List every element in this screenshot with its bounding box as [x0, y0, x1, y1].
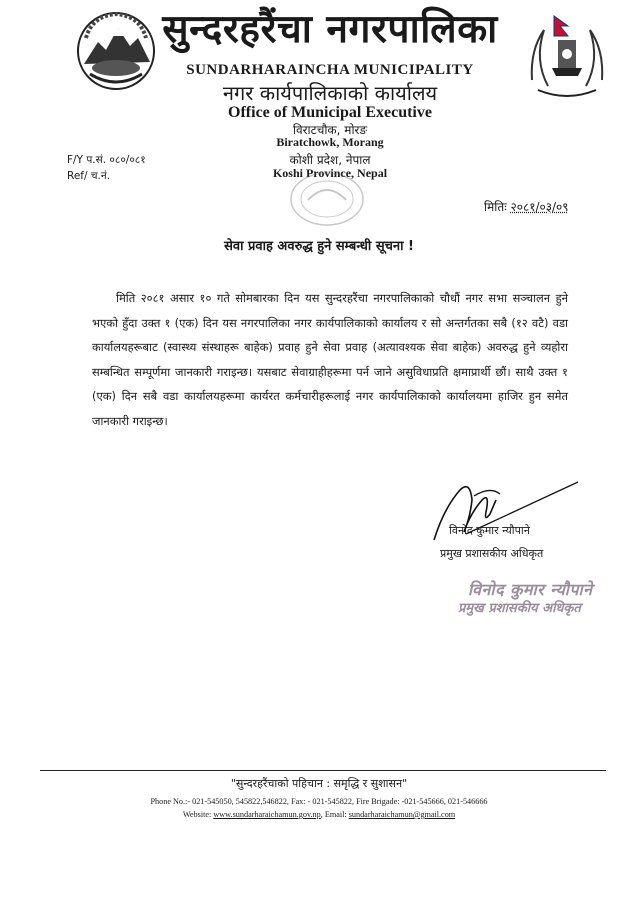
address-english: Biratchowk, Morang	[276, 135, 384, 149]
office-name-nepali: नगर कार्यपालिकाको कार्यालय	[222, 81, 438, 105]
footer-contact: Phone No.:- 021-545050, 545822,546822, Fax: - 021-545822, Fire Brigade: -021-545666, 021-546666	[150, 797, 488, 806]
signatory-title: प्रमुख प्रशासकीय अधिकृत	[440, 547, 544, 560]
office-name-english: Office of Municipal Executive	[228, 104, 432, 121]
address-nepali: विराटचौक, मोरङ	[292, 123, 368, 137]
website-label: Website:	[182, 810, 212, 819]
email-label: , Email:	[320, 810, 347, 819]
notice-body-paragraph: मिति २०८१ असार १० गते सोमबारका दिन यस सुन्दरहरैंचा नगरपालिकाको चौधौं नगर सभा सञ्चालन हुने भएको हुँदा उक्त १ (एक) दिन यस नगरपालिका नगर कार्यपालिकाको कार्यालय र सो अन्तर्गतका सबै (१२ वटै) वडा कार्यालयहरूबाट (स्वास्थ्य संस्थाहरू बाहेक) प्रवाह हुने सेवा प्रवाह (अत्यावश्यक सेवा बाहेक) अवरुद्ध हुने व्यहोरा सम्बन्धित सम्पूर्णमा जानकारी गराइन्छ। यसबाट सेवाग्राहीहरूमा पर्न जाने असुविधाप्रति क्षमाप्रार्थी छौं। साथै उक्त १ (एक) दिन सबै वडा कार्यालयहरूमा कार्यरत कर्मचारीहरूलाई नगर कार्यपालिकाको कार्यालयमा हाजिर हुन समेत जानकारी गराइन्छ।	[92, 291, 568, 428]
website-link[interactable]: www.sundarharaichamun.gov.np	[213, 810, 321, 819]
date-label: मितिः	[484, 200, 507, 214]
municipality-name-nepali: सुन्दरहरैंचा नगरपालिका	[162, 7, 498, 52]
municipality-logo-icon	[524, 10, 610, 102]
footer-divider	[40, 770, 606, 771]
seal-stamp-title: प्रमुख प्रशासकीय अधिकृत	[458, 601, 581, 616]
notice-subject: सेवा प्रवाह अवरुद्ध हुने सम्बन्धी सूचना !	[224, 239, 414, 254]
seal-stamp-name: विनोद कुमार न्यौपाने	[468, 580, 593, 599]
email-link[interactable]: sundarharaichamun@gmail.com	[348, 810, 456, 819]
footer-web	[0, 810, 638, 819]
office-stamp-icon	[288, 170, 366, 228]
notice-body	[92, 286, 568, 433]
fiscal-year-label: F/Y प.सं. ०८०/०८१	[67, 154, 146, 166]
municipality-name-english: SUNDARHARAINCHA MUNICIPALITY	[186, 62, 474, 78]
date-value: २०८१/०३/०९	[510, 200, 569, 214]
government-emblem-icon	[72, 8, 160, 94]
date-line	[484, 198, 569, 215]
footer-motto: "सुन्दरहरैंचाको पहिचान : समृद्धि र सुशासन"	[230, 777, 408, 790]
province-nepali: कोशी प्रदेश, नेपाल	[289, 153, 371, 167]
reference-number-label: Ref/ च.नं.	[67, 170, 111, 182]
province-english: Koshi Province, Nepal	[272, 166, 388, 180]
signatory-name: विनोद कुमार न्यौपाने	[449, 524, 530, 537]
